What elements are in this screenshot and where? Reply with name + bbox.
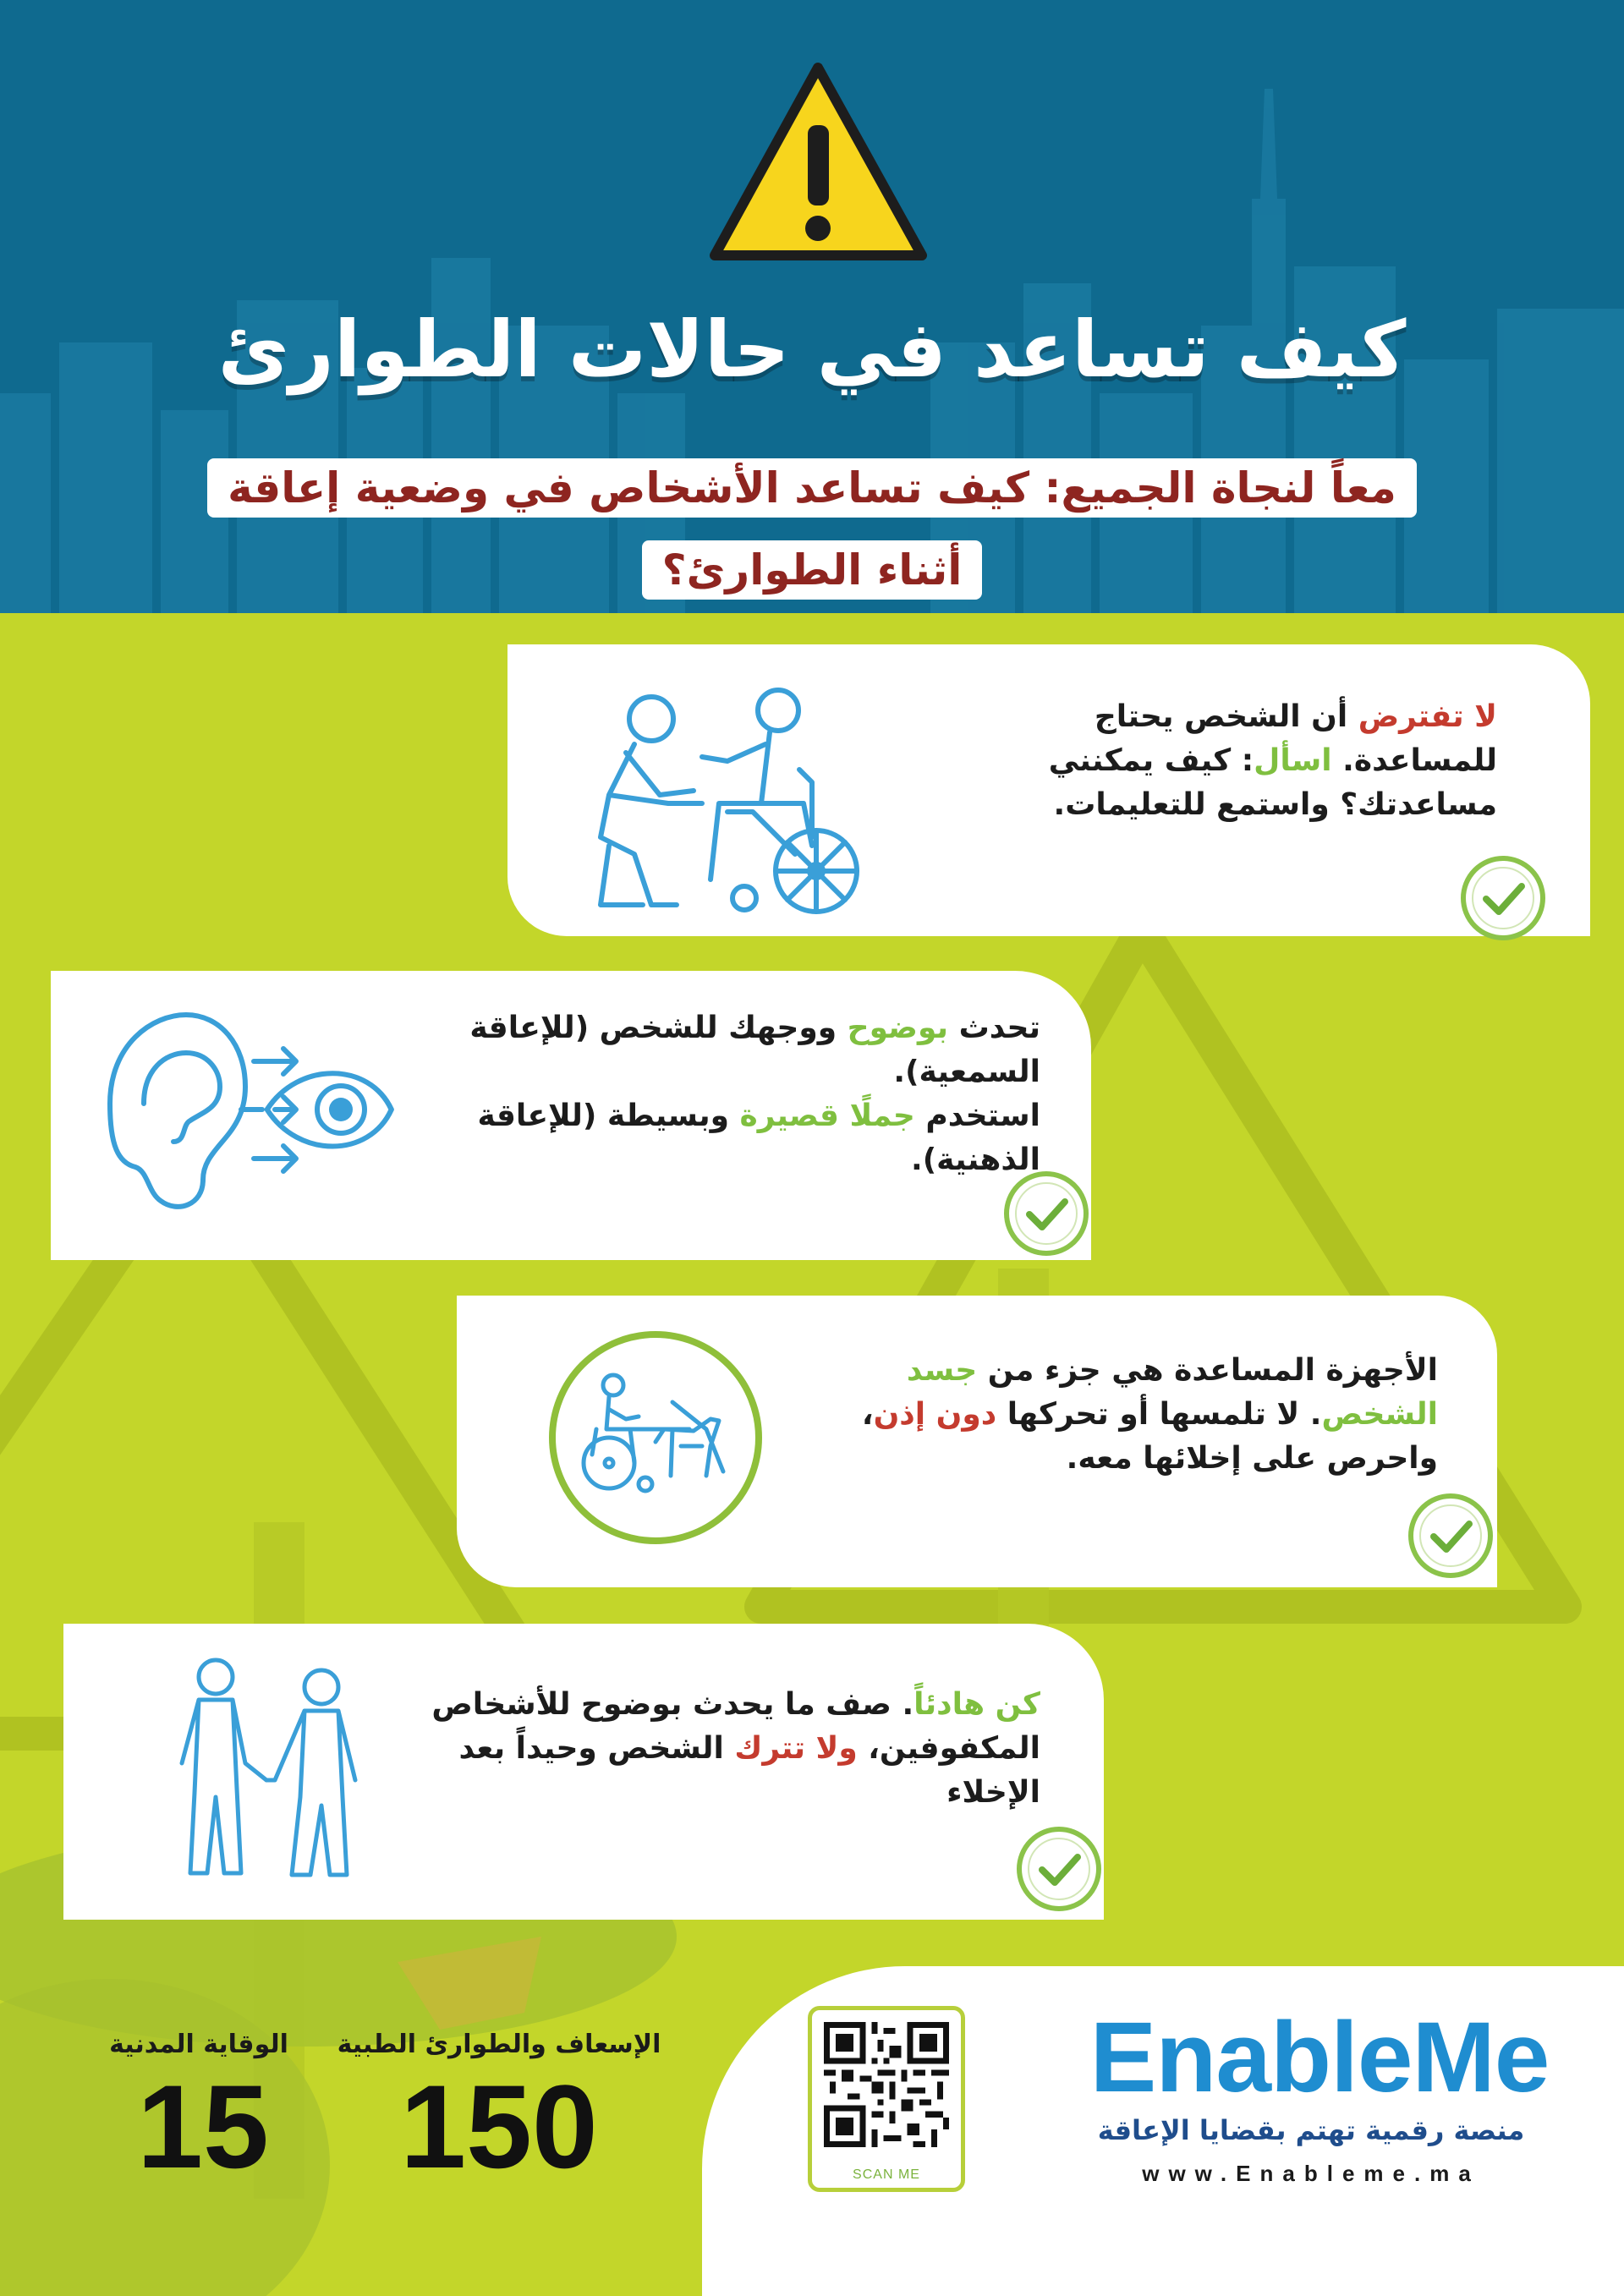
enableme-logo: EnableMe [1089,2002,1550,2113]
text-alone-after-evacuation: الشخص وحيداً بعد الإخلاء [458,1731,1040,1810]
emergency-medical-label: الإسعاف والطوارئ الطبية [337,2030,661,2059]
website-url[interactable]: www.Enableme.ma [1142,2161,1480,2186]
page-title: كيف تساعد في حالات الطوارئ [217,304,1407,395]
text-describe-clearly: . صف ما يحدث بوضوح للأشخاص المكفوفين، [431,1687,1040,1766]
header-banner [0,0,1624,613]
checkmark-icon [1002,1170,1090,1258]
text-be-calm: كن هادئاً [914,1687,1040,1722]
tip-text-2 [431,1006,1040,1182]
text-speak: تحدث [948,1011,1040,1045]
tip-text-4 [423,1683,1040,1815]
text-dont-touch: . لا تلمسها أو تحركها [996,1397,1322,1432]
text-assistive-devices-part: الأجهزة المساعدة هي جزء من [977,1353,1438,1388]
civil-protection-number: 15 [137,2060,269,2193]
wheelchair-guide-dog-icon [546,1328,765,1548]
text-needs-help: أن الشخص يحتاج للمساعدة. [1094,699,1497,778]
emergency-medical-number: 150 [400,2060,598,2193]
text-how-can-i-help: : كيف يمكنني مساعدتك؟ واستمع للتعليمات. [1048,743,1497,822]
text-without-permission: دون إذن [873,1397,997,1432]
text-dont-assume: لا تفترض [1358,699,1497,734]
text-clearly: بوضوح [847,1011,949,1045]
text-use: استخدم [914,1099,1040,1133]
checkmark-icon [1459,854,1547,942]
civil-protection-label: الوقاية المدنية [109,2030,288,2059]
text-persons-body: جسد الشخص [906,1353,1438,1432]
text-evacuate-with-him: ، واحرص على إخلائها معه. [861,1397,1438,1476]
checkmark-icon [1015,1825,1103,1913]
warning-sign-icon [706,59,930,266]
text-short-sentences: جملًا قصيرة [739,1099,915,1133]
qr-code[interactable] [808,2006,965,2192]
checkmark-icon [1407,1492,1495,1580]
logo-tagline: منصة رقمية تهتم بقضايا الإعاقة [1097,2114,1525,2146]
text-do-not-leave: ولا تترك [734,1731,858,1766]
text-ask: اسأل [1254,743,1332,778]
scan-me-label: SCAN ME [853,2167,920,2182]
subtitle-text: معاً لنجاة الجميع: كيف تساعد الأشخاص في وضعية إعاقة أثناء الطوارئ؟ [207,458,1417,600]
two-people-holding-hands-icon [165,1653,376,1882]
ear-eye-icon [102,1002,406,1218]
text-face-person-hearing: ووجهك للشخص (للإعاقة السمعية). [469,1011,1040,1089]
page-subtitle [169,452,1455,613]
qr-code-icon [824,2022,949,2147]
tip-text-1 [973,695,1497,827]
kneeling-helper-wheelchair-icon [575,677,871,918]
text-simple-intellectual: وبسيطة (للإعاقة الذهنية). [477,1099,1040,1177]
tip-text-3 [854,1349,1438,1481]
